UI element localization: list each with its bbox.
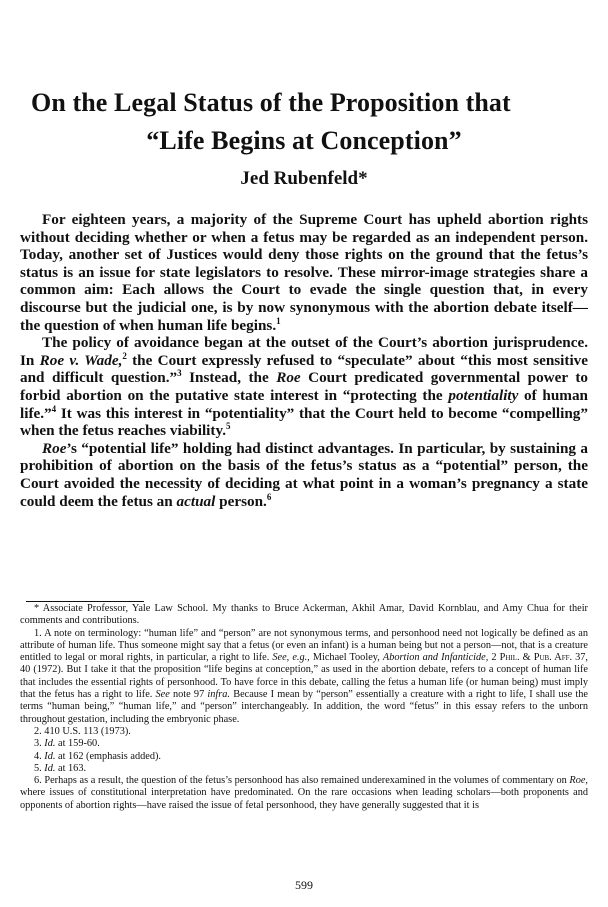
body-paragraph-2: The policy of avoidance began at the outset of the Court’s abortion jurisprudence. In Roe v. Wade,$^2$ the Court expressly refused to “speculate” about “this most sensitive and difficult question.”$^3$ Instead, the Roe Court predicated governmental power to forbid abortion on the putative state interest in “protecting the potentiality of human life.”$^4$ It was this interest in “potentiality” that the Court held to become “compelling” when the fetus reaches viability.$^5$ bbox=[20, 334, 589, 440]
footnote-ref-5[interactable]: 5 bbox=[226, 421, 231, 432]
page-number: 599 bbox=[295, 878, 313, 892]
footnote-3: 3. Id. at 159-60. bbox=[34, 738, 100, 750]
footnote-ref-4[interactable]: 4 bbox=[51, 403, 57, 414]
footnote-ref-1[interactable]: 1 bbox=[276, 315, 281, 326]
footnote-5: 5. Id. at 163. bbox=[34, 762, 87, 774]
footnote-ref-2[interactable]: 2 bbox=[122, 350, 127, 361]
title-line-2: “Life Begins at Conception” bbox=[146, 126, 462, 155]
footnotes bbox=[20, 603, 588, 812]
footnote-4: 4. Id. at 162 (emphasis added). bbox=[34, 750, 161, 762]
emphasis-actual: actual bbox=[176, 492, 216, 510]
footnote-ref-3[interactable]: 3 bbox=[177, 368, 182, 379]
title-line-1: On the Legal Status of the Proposition that bbox=[31, 88, 511, 117]
body-paragraph-3: Roe’s “potential life” holding had distinct advantages. In particular, by sustaining a prohibition of abortion on the basis of the fetus’s status as a “potential” person, the Court avoided the necessity of deciding at what point in a woman’s pregnancy a state could deem the fetus an actual person.$^6$ bbox=[20, 439, 588, 510]
article-title bbox=[20, 84, 588, 160]
footnote-ref-6[interactable]: 6 bbox=[266, 491, 272, 502]
footnote-divider bbox=[26, 601, 144, 602]
article-body bbox=[20, 211, 588, 510]
footnote-star: * Associate Professor, Yale Law School. My thanks to Bruce Ackerman, Akhil Amar, David Kornblau, and Amy Chua for their comments and contributions. bbox=[20, 603, 588, 627]
body-paragraph-1: For eighteen years, a majority of the Supreme Court has upheld abortion rights without deciding whether or when a fetus may be regarded as an independent person. Today, another set of Justices would deny those rights on the ground that the fetus’s status is an issue for state legislators to resolve. These mirror-image strategies share a common aim: Each allows the Court to evade the single question that, in every discourse but the judicial one, is by now synonymous with the abortion debate itself—the question of when human life begins.$^1$ bbox=[20, 211, 588, 334]
footnote-2: 2. 410 U.S. 113 (1973). bbox=[34, 725, 131, 737]
footnote-1: 1. A note on terminology: “human life” and “person” are not synonymous terms, and personhood need not logically be defined as an attribute of human life. Thus someone might say that a fetus (or even an infant) is a human being but not a person—not, that is a creature entitled to legal or moral rights, in particular, a right to life. See, e.g., Michael Tooley, Abortion and Infanticide, 2 Phil. & Pub. Aff. 37, 40 (1972). But I take it that the proposition “life begins at conception,” as used in the abortion debate, refers to a concept of human life that includes the essential rights of personhood. To have force in this debate, calling the fetus a human life (or human being) must imply that the fetus has a right to life. See note 97 infra. Because I mean by “person” essentially a creature with a right to life, I shall use the terms “human being,” “human life,” and “person” interchangeably. In addition, the word “fetus” in this essay refers to the unborn throughout gestation, including the embryonic phase. bbox=[20, 627, 589, 725]
emphasis-potentiality: potentiality bbox=[448, 386, 519, 404]
case-name: Roe v. Wade, bbox=[39, 351, 123, 369]
footnote-6: 6. Perhaps as a result, the question of the fetus’s personhood has also remained underexamined in the volumes of commentary on Roe, where issues of constitutional interpretation have predominated. On the rare occasions when leading scholars—both proponents and opponents of abortion rights—have raised the issue of fetal personhood, they have generally suggested that it is bbox=[20, 775, 588, 811]
author-name: Jed Rubenfeld* bbox=[240, 168, 368, 189]
